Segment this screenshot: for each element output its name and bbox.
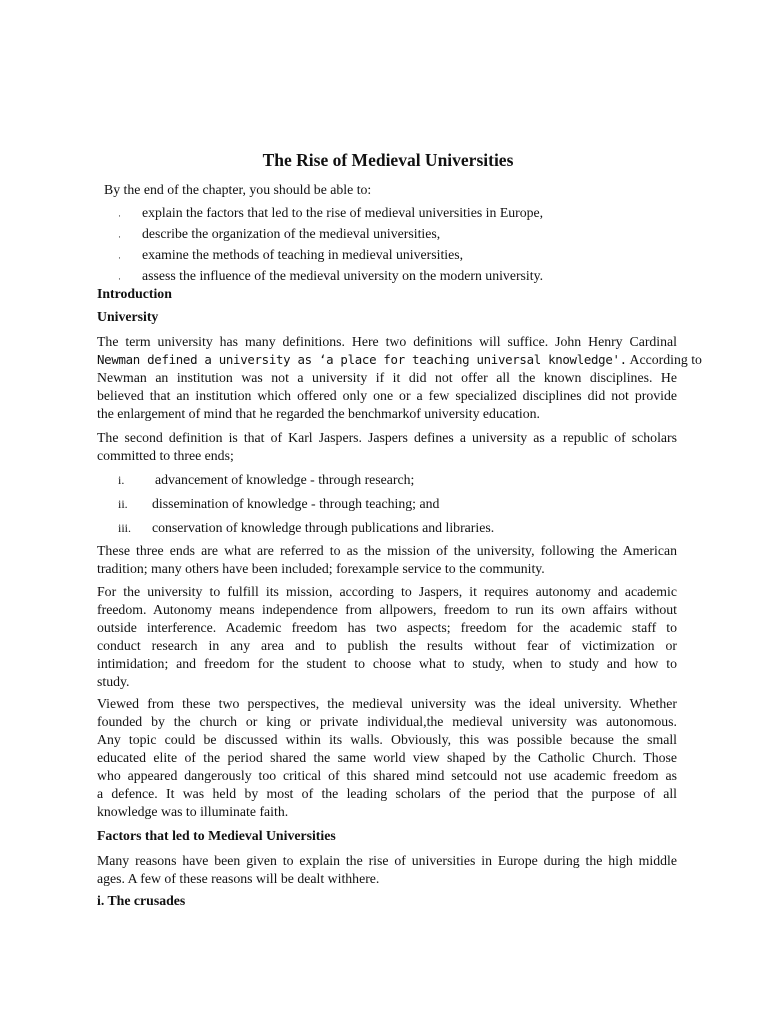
objective-item: · describe the organization of the medieval universities,: [118, 225, 543, 246]
paragraph-jaspers: The second definition is that of Karl Jaspers. Jaspers defines a university as a republic of scholars committed to three ends;: [97, 430, 677, 463]
ends-list: [118, 471, 494, 543]
objectives-intro: By the end of the chapter, you should be able to:: [104, 182, 372, 197]
page-title: The Rise of Medieval Universities: [262, 150, 514, 170]
bullet-icon: ·: [118, 211, 121, 221]
paragraph-autonomy: For the university to fulfill its mission, according to Jaspers, it requires autonomy and academic freedom. Autonomy means independence from allpowers, freedom to run its own affairs without outside interference. Academic freedom has two aspects; freedom for the academic staff to conduct research in any area and to publish the results without fear of victimization or intimidation; and freedom for the student to choose what to study, when to study and how to study.: [97, 584, 677, 689]
paragraph-mission: These three ends are what are referred to as the mission of the university, following the American tradition; many others have been included; forexample service to the community.: [97, 543, 677, 576]
heading-university: University: [97, 309, 159, 324]
objective-item: · explain the factors that led to the rise of medieval universities in Europe,: [118, 204, 543, 225]
objective-item: · examine the methods of teaching in medieval universities,: [118, 246, 543, 267]
heading-crusades: i. The crusades: [97, 893, 186, 908]
objectives-list: [118, 204, 543, 288]
heading-introduction: Introduction: [97, 286, 172, 301]
bullet-icon: ·: [118, 274, 121, 284]
heading-factors: Factors that led to Medieval Universities: [97, 828, 336, 843]
paragraph-newman: The term university has many definitions. Here two definitions will suffice. John Henry Cardinal Newman defined a university as ‘a place for teaching universal knowledge'. According to Newman an institution was not a university if it did not offer all the known disciplines. He believed that an institution which offered only one or a few specialized disciplines did not provide the enlargement of mind that he regarded the benchmarkof university education.: [97, 334, 702, 421]
paragraph-reasons: Many reasons have been given to explain the rise of universities in Europe during the high middle ages. A few of these reasons will be dealt withhere.: [97, 853, 677, 886]
bullet-icon: ·: [118, 253, 121, 263]
bullet-icon: ·: [118, 232, 121, 242]
list-item: ii. dissemination of knowledge - through teaching; and: [118, 496, 440, 511]
objective-item: · assess the influence of the medieval university on the modern university.: [118, 267, 543, 288]
list-item: i. advancement of knowledge - through research;: [118, 472, 415, 487]
paragraph-medieval-university: Viewed from these two perspectives, the medieval university was the ideal university. Whether founded by the church or king or private individual,the medieval university was autonomous. Any topic could be discussed within its walls. Obviously, this was possible because the small educated elite of the period shared the same world view shaped by the Catholic Church. Those who appeared dangerously too critical of this shared mind setcould not use academic freedom as a defence. It was held by most of the leading scholars of the period that the purpose of all knowledge was to illuminate faith.: [97, 696, 677, 819]
list-item: iii. conservation of knowledge through publications and libraries.: [118, 520, 495, 535]
